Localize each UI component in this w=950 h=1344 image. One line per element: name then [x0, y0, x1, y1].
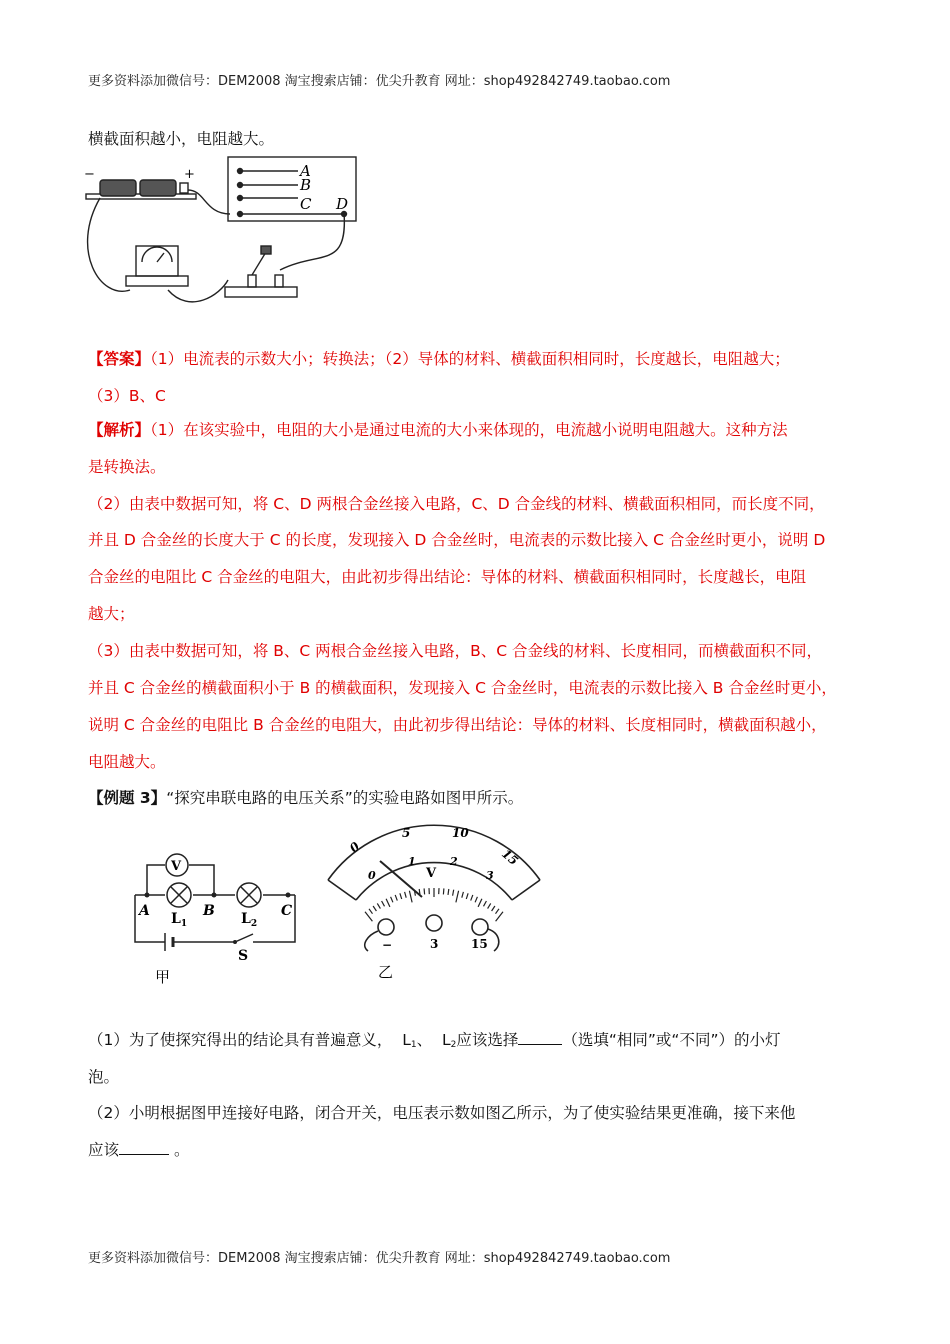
- scale-tick: [365, 912, 372, 922]
- answer-blank-1[interactable]: [518, 1030, 562, 1045]
- scale-tick: [369, 909, 373, 914]
- wire-label-a: A: [300, 162, 311, 180]
- lamp-l2-label: $L_2$: [241, 911, 258, 929]
- answer-line-1: 【答案】（1）电流表的示数大小；转换法；（2）导体的材料、横截面积相同时，长度越长，电阻越大；: [88, 350, 790, 368]
- bottom-scale-2: 2: [450, 855, 458, 868]
- top-scale-10: 10: [452, 826, 469, 840]
- scale-tick: [471, 895, 473, 901]
- voltmeter-symbol: V: [171, 859, 182, 874]
- page-header: 更多资料添加微信号：DEM2008 淘宝搜索店铺：优尖升教育 网址：shop492842749.taobao.com: [88, 74, 671, 89]
- analysis-p2-line-3: 合金丝的电阻比 C 合金丝的电阻大，由此初步得出结论：导体的材料、横截面积相同时，长度越长，电阻: [88, 568, 807, 586]
- scale-tick: [462, 892, 464, 898]
- scale-tick: [496, 909, 500, 914]
- top-scale-5: 5: [402, 826, 411, 840]
- point-b-label: B: [203, 903, 215, 919]
- scale-tick: [488, 903, 491, 908]
- scale-tick: [496, 912, 503, 922]
- scale-tick: [382, 901, 385, 906]
- scale-tick: [400, 893, 402, 899]
- scale-tick: [456, 891, 459, 903]
- analysis-tag: 【解析】: [88, 421, 151, 439]
- top-scale-0: 0: [346, 839, 363, 856]
- point-c-label: C: [281, 903, 293, 919]
- scale-tick: [373, 906, 376, 911]
- terminal-15: 15: [471, 937, 488, 951]
- wire-label-c: C: [300, 195, 312, 213]
- analysis-p1-line-2: 是转换法。: [88, 458, 166, 476]
- scale-tick: [377, 903, 380, 908]
- terminal-minus: −: [382, 938, 393, 952]
- figure-resistance-apparatus: [80, 150, 380, 320]
- switch-label: S: [238, 948, 249, 964]
- battery-plus-label: +: [184, 167, 195, 182]
- scale-tick: [478, 899, 482, 907]
- scale-tick: [453, 890, 454, 896]
- scale-tick: [443, 888, 444, 894]
- page-footer: 更多资料添加微信号：DEM2008 淘宝搜索店铺：优尖升教育 网址：shop492842749.taobao.com: [88, 1251, 671, 1266]
- scale-tick: [448, 889, 449, 895]
- intro-line: 横截面积越小，电阻越大。: [88, 130, 275, 148]
- example-3-line: 【例题 3】“探究串联电路的电压关系”的实验电路如图甲所示。: [88, 789, 524, 807]
- bottom-scale-0: 0: [368, 869, 376, 882]
- analysis-p2-line-1: （2）由表中数据可知，将 C、D 两根合金丝接入电路，C、D 合金线的材料、横截面积相同，而长度不同，: [88, 495, 825, 513]
- voltmeter-scale-ticks: [365, 888, 503, 921]
- question-2-line-2: 应该 。: [88, 1141, 190, 1159]
- question-1-line-2: 泡。: [88, 1068, 120, 1086]
- question-1-line-1: （1）为了使探究得出的结论具有普遍意义， $L_1$、 $L_2$应该选择 （选填“相同”或“不同”）的小灯: [88, 1031, 781, 1050]
- scale-tick: [492, 906, 495, 911]
- scale-tick: [405, 892, 407, 898]
- scale-tick: [395, 895, 397, 901]
- analysis-p3-line-2: 并且 C 合金丝的横截面积小于 B 的横截面积，发现接入 C 合金丝时，电流表的示数比接入 B 合金丝时更小，: [88, 679, 837, 697]
- scale-tick: [424, 888, 425, 894]
- wire-label-d: D: [336, 195, 349, 213]
- figure-jia-caption: 甲: [155, 968, 171, 986]
- scale-tick: [386, 899, 390, 907]
- figure-jia-circuit: [125, 845, 310, 990]
- voltmeter-unit: V: [426, 866, 437, 881]
- bottom-scale-1: 1: [408, 855, 416, 868]
- question-2-line-1: （2）小明根据图甲连接好电路，闭合开关，电压表示数如图乙所示，为了使实验结果更准确，接下来他: [88, 1104, 796, 1122]
- terminal-3: 3: [430, 937, 439, 951]
- scale-tick: [391, 897, 393, 903]
- answer-blank-2[interactable]: [119, 1140, 169, 1155]
- answer-tag: 【答案】: [88, 350, 151, 368]
- scale-tick: [466, 893, 468, 899]
- analysis-p2-line-4: 越大；: [88, 605, 135, 623]
- example-3-tag: 【例题 3】: [88, 789, 167, 807]
- analysis-p2-line-2: 并且 D 合金丝的长度大于 C 的长度，发现接入 D 合金丝时，电流表的示数比接入 C 合金丝时更小，说明 D: [88, 531, 826, 549]
- point-a-label: A: [139, 903, 150, 919]
- analysis-p3-line-1: （3）由表中数据可知，将 B、C 两根合金丝接入电路，B、C 合金线的材料、长度相同，而横截面积不同，: [88, 642, 823, 660]
- figure-yi-voltmeter: [318, 805, 550, 985]
- scale-tick: [419, 889, 420, 895]
- figure-yi-caption: 乙: [378, 963, 394, 981]
- analysis-p1-line-1: 【解析】（1）在该实验中，电阻的大小是通过电流的大小来体现的，电流越小说明电阻越大。这种方法: [88, 421, 788, 439]
- scale-tick: [484, 901, 487, 906]
- top-scale-15: 15: [499, 846, 521, 869]
- lamp-l1-label: $L_1$: [171, 911, 188, 929]
- scale-tick: [409, 891, 412, 903]
- scale-tick: [475, 897, 477, 903]
- battery-minus-label: −: [84, 167, 95, 182]
- wire-label-b: B: [300, 176, 312, 194]
- analysis-p3-line-3: 说明 C 合金丝的电阻比 B 合金丝的电阻大，由此初步得出结论：导体的材料、长度相同时，横截面积越小，: [88, 716, 827, 734]
- bottom-scale-3: 3: [486, 869, 494, 882]
- answer-line-2: （3）B、C: [88, 387, 166, 405]
- analysis-p3-line-4: 电阻越大。: [88, 753, 166, 771]
